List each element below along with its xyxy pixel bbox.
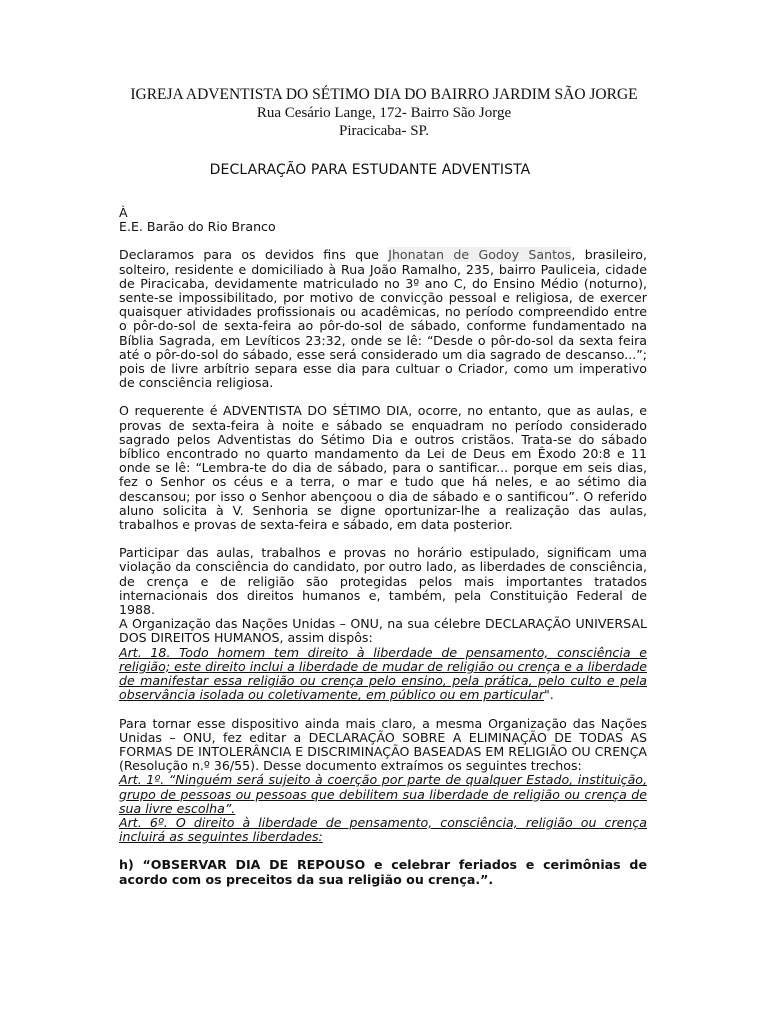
paragraph-onu: A Organização das Nações Unidas – ONU, na sua célebre DECLARAÇÃO UNIVERSAL DOS DIREITOS HUMANOS, assim dispôs: [119,616,647,646]
article-18-end: ". [544,687,554,703]
recipient-name: E.E. Barão do Rio Branco [119,219,276,235]
article-6: Art. 6º. O direito à liberdade de pensamento, consciência, religião ou crença incluirá as seguintes liberdades: [119,814,647,845]
paragraph-declaration-rest: , brasileiro, solteiro, residente e domiciliado à Rua João Ramalho, 235, bairro Pauliceia, cidade de Piracicaba, devidamente matriculado no 3º ano C, do Ensino Médio (noturno), sente-se impossibilitado, por motivo de convicção pessoal e religiosa, de exercer quaisquer atividades profissionais ou acadêmicas, no período compreendido entre o pôr-do-sol de sexta-feira ao pôr-do-sol de sábado, conforme fundamentado na Bíblia Sagrada, em Levíticos 23:32, onde se lê: “Desde o pôr-do-sol da sexta feira até o pôr-do-sol do sábado, esse será considerado um dia sagrado de descanso...”; pois de livre arbítrio separa esse dia para cultuar o Criador, como um imperativo de consciência religiosa. [119,247,647,391]
document-title: DECLARAÇÃO PARA ESTUDANTE ADVENTISTA [209,162,531,178]
article-1: Art. 1º. “Ninguém será sujeito à coerção por parte de qualquer Estado, instituição, grupo de pessoas ou pessoas que debilitem sua liberdade de religião ou crença de sua livre escolha”. [119,772,647,816]
church-header [0,86,768,140]
recipient-prefix: À [119,205,128,220]
paragraph-rights: Participar das aulas, trabalhos e provas no horário estipulado, significam uma violação da consciência do candidato, por outro lado, as liberdades de consciência, de crença e de religião são protegidas pelos mais importantes tratados internacionais dos direitos humanos e, também, pela Constituição Federal de 1988. [119,545,647,618]
article-18 [119,646,647,703]
church-name: IGREJA ADVENTISTA DO SÉTIMO DIA DO BAIRRO JARDIM SÃO JORGE [130,86,638,103]
paragraph-declaration [119,248,647,390]
church-city: Piracicaba- SP. [339,123,429,139]
paragraph-declaration-onu: Para tornar esse dispositivo ainda mais claro, a mesma Organização das Nações Unidas – ONU, fez editar a DECLARAÇÃO SOBRE A ELIMINAÇÃO DE TODAS AS FORMAS DE INTOLERÂNCIA E DISCRIMINAÇÃO BASEADAS EM RELIGIÃO OU CRENÇA (Resolução n.º 36/55). Desse documento extraímos os seguintes trechos: [119,715,647,774]
item-h: h) “OBSERVAR DIA DE REPOUSO e celebrar feriados e cerimônias de acordo com os preceitos da sua religião ou crença.”. [119,857,647,887]
paragraph-requester: O requerente é ADVENTISTA DO SÉTIMO DIA, ocorre, no entanto, que as aulas, e provas de sexta-feira à noite e sábado se enquadram no período considerado sagrado pelos Adventistas do Sétimo Dia e outros cristãos. Trata-se do sábado bíblico encontrado no quarto mandamento da Lei de Deus em Êxodo 20:8 e 11 onde se lê: “Lembra-te do dia de sábado, para o santificar... porque em seis dias, fez o Senhor os céus e a terra, o mar e tudo que há neles, e ao sétimo dia descansou; por isso o Senhor abençoou o dia de sábado e o santificou”. O referido aluno solicita à V. Senhoria se digne oportunizar-lhe a realização das aulas, trabalhos e provas de sexta-feira e sábado, em data posterior. [119,403,647,533]
paragraph-declaration-start: Declaramos para os devidos fins que [119,247,389,263]
document-body [119,206,647,887]
church-address: Rua Cesário Lange, 172- Bairro São Jorge [256,105,512,121]
student-name-field[interactable]: Jhonatan de Godoy Santos [388,247,572,263]
article-18-text: Art. 18. Todo homem tem direito à liberdade de pensamento, consciência e religião; este direito inclui a liberdade de mudar de religião ou crença e a liberdade de manifestar essa religião ou crença pelo ensino, pela prática, pelo culto e pela observância isolada ou coletivamente, em público ou em particular [119,644,647,703]
